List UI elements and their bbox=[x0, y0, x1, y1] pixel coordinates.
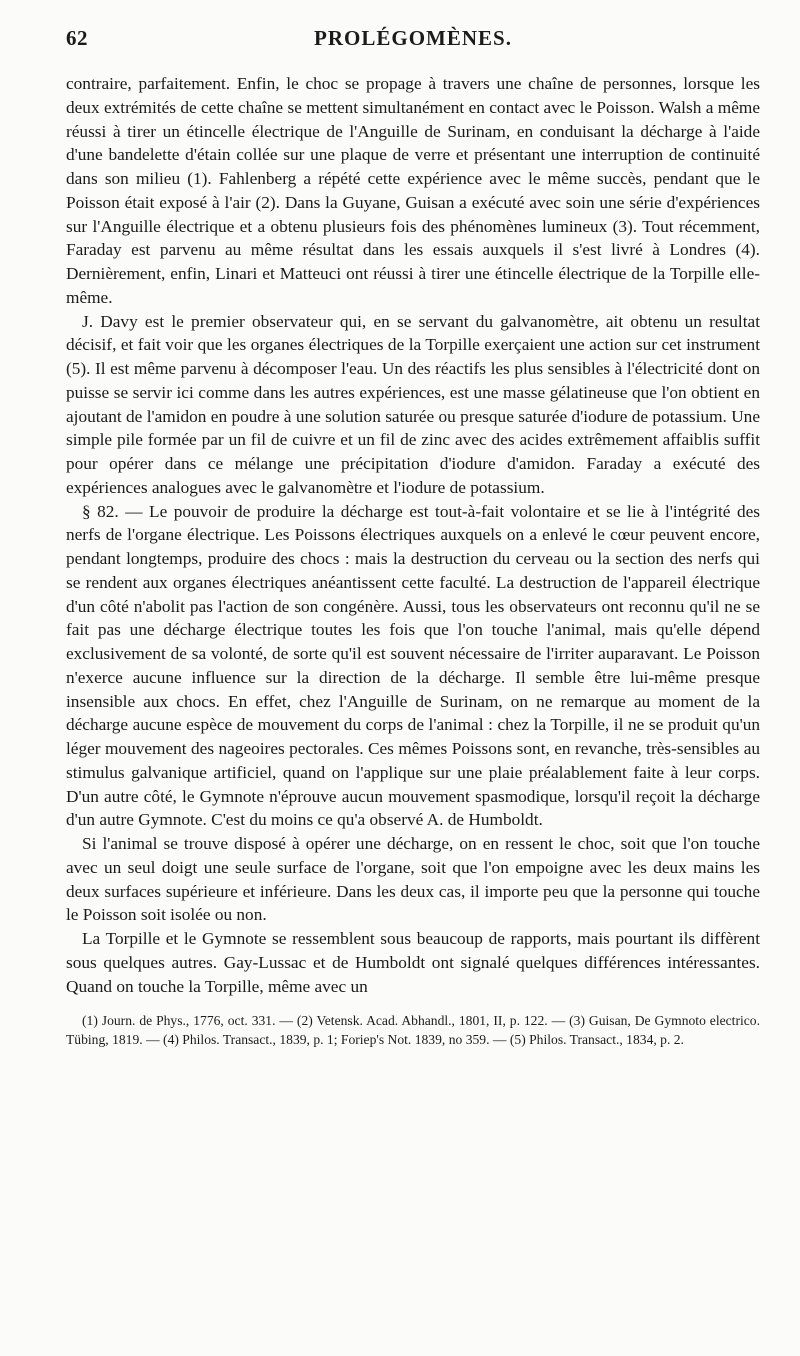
body-text bbox=[66, 72, 760, 998]
footnotes bbox=[66, 1012, 760, 1049]
page-header bbox=[66, 26, 760, 56]
paragraph-4: Si l'animal se trouve disposé à opérer une décharge, on en ressent le choc, soit que l'on touche avec un seul doigt une seule surface de l'organe, soit que l'on empoigne avec les deux mains les deux surfaces supérieure et inférieure. Dans les deux cas, il importe peu que la personne qui touche le Poisson soit isolée ou non. bbox=[66, 834, 760, 925]
page bbox=[66, 26, 760, 1049]
footnote-block: (1) Journ. de Phys., 1776, oct. 331. — (2) Vetensk. Acad. Abhandl., 1801, II, p. 122. — (3) Guisan, De Gymnoto electrico. Tübing, 1819. — (4) Philos. Transact., 1839, p. 1; Foriep's Not. 1839, no 359. — (5) Philos. Transact., 1834, p. 2. bbox=[66, 1013, 760, 1047]
paragraph-2: J. Davy est le premier observateur qui, en se servant du galvanomètre, ait obtenu un resultat décisif, et fait voir que les organes électriques de la Torpille exerçaient une action sur cet instrument (5). Il est même parvenu à décomposer l'eau. Un des réactifs les plus sensibles à l'électricité dont on puisse se servir ici comme dans les autres expériences, est une masse gélatineuse que l'on obtient en ajoutant de l'amidon en poudre à une solution saturée ou presque saturée d'iodure de potassium. Une simple pile formée par un fil de cuivre et un fil de zinc avec des acides extrêmement affaiblis suffit pour opérer dans ce mélange une précipitation d'iodure d'amidon. Faraday a exécuté des expériences analogues avec le galvanomètre et l'iodure de potassium. bbox=[66, 311, 760, 497]
running-head: PROLÉGOMÈNES. bbox=[314, 26, 512, 50]
paragraph-3: § 82. — Le pouvoir de produire la décharge est tout-à-fait volontaire et se lie à l'intégrité des nerfs de l'organe électrique. Les Poissons électriques auxquels on a enlevé le cœur peuvent encore, pendant longtemps, produire des chocs : mais la destruction du cerveau ou la section des nerfs qui se rendent aux organes électriques anéantissent cette faculté. La destruction de l'appareil électrique d'un côté n'abolit pas l'action de son congénère. Aussi, tous les observateurs ont reconnu qu'il ne se fait pas une décharge électrique toutes les fois que l'on touche l'animal, mais qu'elle dépend exclusivement de sa volonté, de sorte qu'il est souvent nécessaire de l'irriter auparavant. Le Poisson n'exerce aucune influence sur la direction de la décharge. Il semble être lui-même presque insensible aux chocs. En effet, chez l'Anguille de Surinam, on ne remarque au moment de la décharge aucune espèce de mouvement du corps de l'animal : chez la Torpille, il ne se produit qu'un léger mouvement des nageoires pectorales. Ces mêmes Poissons sont, en revanche, très-sensibles au stimulus galvanique artificiel, quand on l'applique sur une plaie préalablement faite à leur corps. D'un autre côté, le Gymnote n'éprouve aucun mouvement spasmodique, lorsqu'il reçoit la décharge d'un autre Gymnote. C'est du moins ce qu'a observé A. de Humboldt. bbox=[66, 501, 760, 830]
page-number: 62 bbox=[66, 26, 88, 50]
paragraph-5: La Torpille et le Gymnote se ressemblent sous beaucoup de rapports, mais pourtant ils diffèrent sous quelques autres. Gay-Lussac et de Humboldt ont signalé quelques différences intéressantes. Quand on touche la Torpille, même avec un bbox=[66, 929, 760, 996]
paragraph-1: contraire, parfaitement. Enfin, le choc se propage à travers une chaîne de personnes, lorsque les deux extrémités de cette chaîne se mettent simultanément en contact avec le Poisson. Walsh a même réussi à tirer un étincelle électrique de l'Anguille de Surinam, en conduisant la décharge à l'aide d'une bandelette d'étain collée sur une plaque de verre et présentant une interruption de continuité dans son milieu (1). Fahlenberg a répété cette expérience avec le même succès, pendant que le Poisson était exposé à l'air (2). Dans la Guyane, Guisan a exécuté avec soin une série d'expériences sur l'Anguille électrique et a obtenu plusieurs fois des phénomènes lumineux (3). Tout récemment, Faraday est parvenu au même résultat dans les essais auxquels il s'est livré à Londres (4). Dernièrement, enfin, Linari et Matteuci ont réussi à tirer une étincelle électrique de la Torpille elle-même. bbox=[66, 74, 760, 307]
